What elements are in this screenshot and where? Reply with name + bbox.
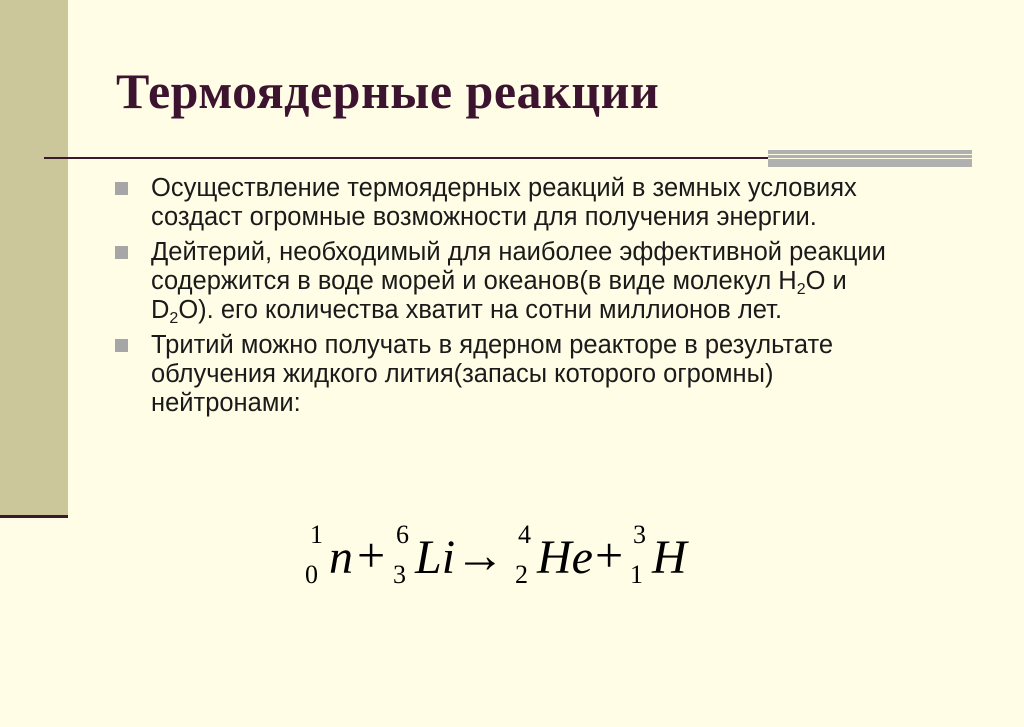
bullet-square-icon xyxy=(115,182,128,195)
nuclide-symbol: Li xyxy=(415,531,456,584)
bullet-square-icon xyxy=(115,246,128,259)
charge-number: 2 xyxy=(515,560,528,589)
subscript: 2 xyxy=(169,310,179,327)
side-bar-underline xyxy=(0,515,68,518)
bullet-text xyxy=(151,238,912,325)
slide-title: Термоядерные реакции xyxy=(116,63,660,119)
mass-number: 3 xyxy=(633,520,646,549)
bullet-text: Осуществление термоядерных реакций в земных условиях создаст огромные возможности для получения энергии. xyxy=(151,174,857,231)
bullet-item xyxy=(112,174,912,232)
bullet-text: Тритий можно получать в ядерном реакторе в результате облучения жидкого лития(запасы которого огромны) нейтронами: xyxy=(151,331,834,417)
plus-sign: + xyxy=(357,527,386,583)
nuclide-symbol: n xyxy=(329,531,353,584)
charge-number: 0 xyxy=(305,560,318,589)
mass-number: 4 xyxy=(518,520,531,549)
nuclide-symbol: H xyxy=(652,531,687,584)
charge-number: 1 xyxy=(630,560,643,589)
charge-number: 3 xyxy=(393,560,406,589)
nuclide-symbol: He xyxy=(537,531,593,584)
subscript: 2 xyxy=(796,281,806,298)
reaction-arrow: → xyxy=(455,527,505,583)
title-accent-bar xyxy=(768,150,972,167)
nuclear-reaction-equation xyxy=(305,520,725,590)
bullet-text-part: O). его количества хватит на сотни миллионов лет. xyxy=(178,296,783,324)
bullet-text-part: Дейтерий, необходимый для наиболее эффективной реакции содержится в воде морей и океанов(в виде молекул H xyxy=(151,238,886,295)
bullet-list xyxy=(112,174,912,424)
bullet-item xyxy=(112,238,912,325)
bullet-item xyxy=(112,331,912,418)
plus-sign: + xyxy=(595,527,624,583)
slide-side-bar xyxy=(0,0,68,515)
bullet-square-icon xyxy=(115,339,128,352)
mass-number: 1 xyxy=(310,520,323,549)
mass-number: 6 xyxy=(396,520,409,549)
bullet-text-part: O и D xyxy=(151,267,847,324)
